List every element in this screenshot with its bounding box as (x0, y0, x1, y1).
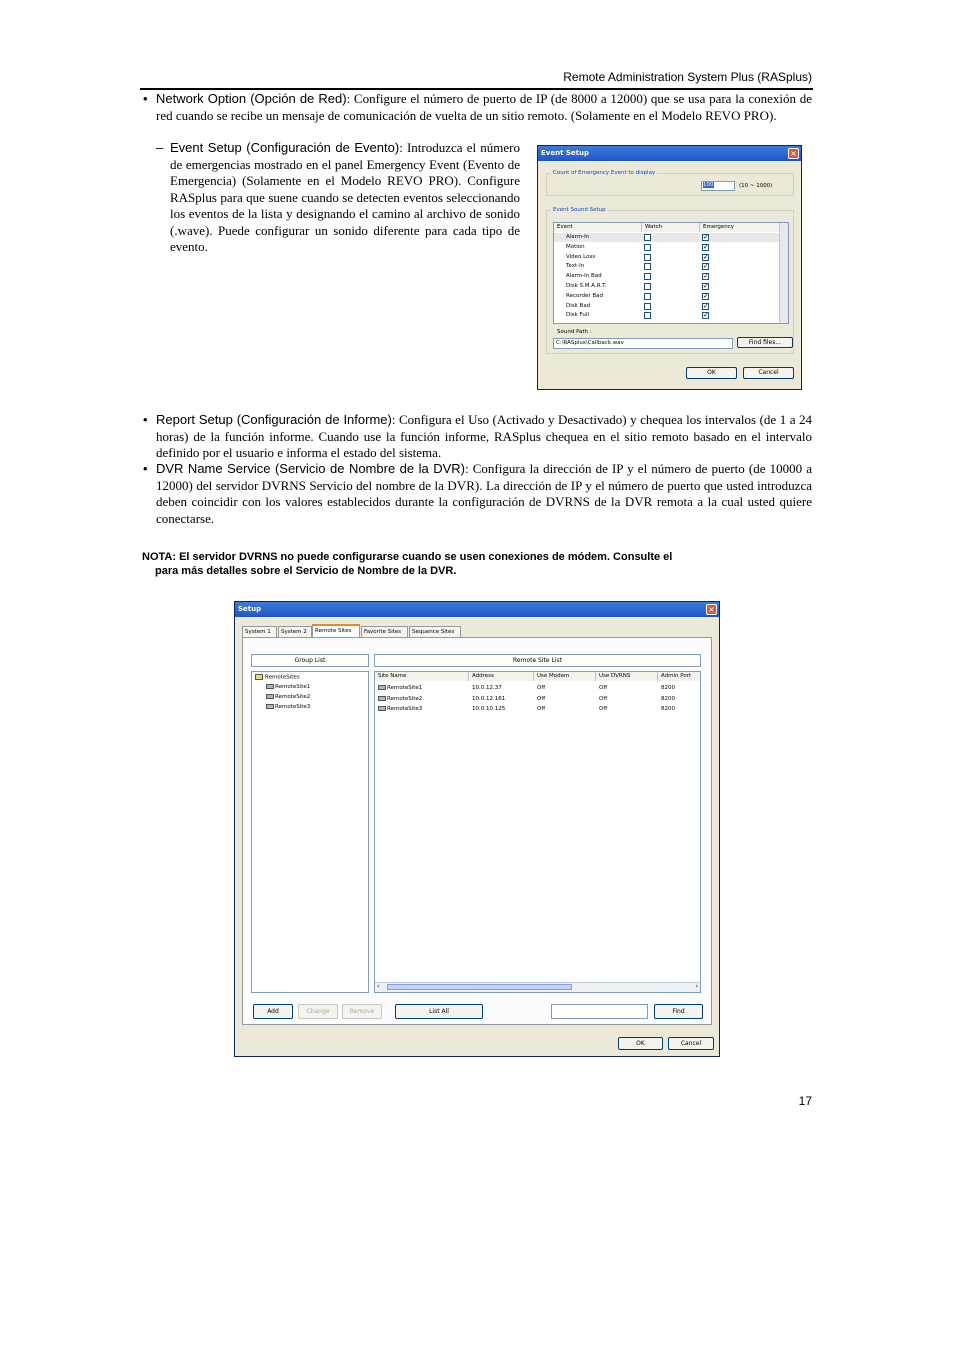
emergency-checkbox[interactable]: ✓ (703, 291, 709, 300)
event-row (554, 253, 780, 262)
watch-checkbox[interactable] (644, 273, 651, 280)
subbullet-event (156, 140, 521, 256)
dvr-icon (378, 685, 386, 690)
tree-item[interactable]: RemoteSite2 (266, 694, 310, 700)
emergency-checkbox[interactable]: ✓ (703, 272, 709, 281)
dash-marker: – (156, 140, 164, 155)
note-line-2: para más detalles sobre el Servicio de Nombre de la DVR. (155, 565, 457, 577)
close-icon[interactable]: × (788, 148, 799, 159)
emergency-checkbox[interactable]: ✓ (703, 262, 709, 271)
column-header[interactable]: Site Name (375, 672, 469, 681)
table-cell: 8200 (661, 695, 675, 702)
table-cell: Off (537, 695, 546, 702)
page-header: Remote Administration System Plus (RASplus) (563, 70, 812, 84)
bullet-dot: • (143, 91, 148, 106)
dvr-icon (378, 706, 386, 711)
bullet-dot: • (143, 412, 148, 427)
table-cell: Off (537, 706, 546, 712)
bullet-text: : Configura el Uso (Activado y Desactivado) y chequea los intervalos (de 1 a 24 horas) de la función informe. Cuando use la función informe, RASplus chequea en el sitio remoto basado en el intervalo definido por el usuario e informa el estado del sistema. (156, 412, 812, 460)
event-row (554, 282, 780, 291)
event-name: Video Loss (566, 253, 596, 260)
count-group (546, 170, 794, 196)
dialog-titlebar (538, 146, 801, 161)
page-number: 17 (798, 1094, 812, 1108)
sound-group (546, 207, 794, 354)
table-cell: Off (599, 685, 608, 691)
table-cell: 8200 (661, 685, 675, 691)
tree-root[interactable]: RemoteSites (255, 674, 300, 681)
note (142, 550, 822, 578)
group-tree (251, 671, 369, 993)
event-row (554, 292, 780, 301)
header-rule (140, 88, 813, 90)
table-cell: 10.0.12.161 (472, 695, 506, 702)
sound-path-label: Sound Path : (557, 329, 592, 335)
watch-checkbox[interactable] (644, 303, 651, 310)
emergency-checkbox[interactable]: ✓ (703, 233, 709, 241)
cancel-button[interactable]: Cancel (668, 1037, 714, 1050)
bullet-text: : Introduzca el número de emergencias mostrado en el panel Emergency Event (Evento de Emergencia) (Solamente en el Modelo REVO PRO). Configure RASplus para que suene cuando se detecten eventos seleccionando los eventos de la lista y designando el camino al archivo de sonido (.wave). Puede configurar un sonido diferente para cada tipo de evento. (170, 140, 521, 254)
event-list (553, 222, 789, 324)
setup-dialog (234, 601, 720, 1057)
watch-checkbox[interactable] (644, 263, 651, 270)
tab-remote-sites[interactable]: Remote Sites (312, 624, 360, 637)
table-cell: RemoteSite2 (378, 696, 422, 702)
close-icon[interactable]: × (706, 604, 717, 615)
find-files-button[interactable]: Find files... (737, 337, 793, 348)
event-row (554, 243, 780, 252)
event-name: Disk S.M.A.R.T. (566, 283, 607, 289)
event-row (554, 262, 780, 271)
tab-strip (242, 626, 712, 637)
bullet-text: : Configure el número de puerto de IP (de 8000 a 12000) que se usa para la conexión de red cuando se recibe un mensaje de comunicación de vuelta de un sitio remoto. (Solamente en el Modelo REVO PRO). (156, 91, 812, 123)
change-button[interactable]: Change (298, 1004, 338, 1019)
sound-group-label: Event Sound Setup (553, 207, 606, 213)
count-input[interactable]: 100 (701, 181, 735, 191)
table-cell: 10.0.12.37 (472, 685, 502, 691)
column-header[interactable]: Emergency (700, 223, 780, 232)
event-name: Motion (566, 243, 585, 250)
ok-button[interactable]: OK (686, 367, 737, 379)
note-line-1: NOTA: El servidor DVRNS no puede configurarse cuando se usen conexiones de módem. Consulte el (142, 551, 673, 563)
watch-checkbox[interactable] (644, 312, 651, 319)
event-name: Alarm-In (566, 234, 590, 240)
column-header[interactable]: Watch (642, 223, 700, 232)
horizontal-scrollbar[interactable] (375, 982, 700, 992)
event-name: Disk Bad (566, 302, 591, 309)
table-cell: Off (599, 695, 608, 702)
bullet-dvr (143, 461, 813, 527)
scroll-thumb[interactable] (387, 984, 572, 990)
find-button[interactable]: Find (654, 1004, 703, 1019)
table-cell: 8200 (661, 706, 675, 712)
emergency-checkbox[interactable]: ✓ (703, 242, 709, 251)
column-header[interactable]: Event (554, 223, 642, 232)
emergency-checkbox[interactable]: ✓ (703, 301, 709, 310)
tab-system-1[interactable]: System 1 (242, 626, 277, 637)
arrow-right-icon[interactable]: › (695, 983, 698, 990)
dvr-icon (378, 696, 386, 701)
event-setup-dialog (537, 145, 802, 390)
table-row[interactable] (375, 695, 700, 704)
table-cell: RemoteSite3 (378, 706, 422, 712)
table-cell: Off (599, 706, 608, 712)
ok-button[interactable]: OK (618, 1037, 663, 1050)
table-cell: 10.0.10.125 (472, 706, 506, 712)
arrow-left-icon[interactable]: ‹ (377, 983, 380, 990)
bullet-lead: Report Setup (Configuración de Informe) (156, 412, 392, 427)
bullet-text: : Configura la dirección de IP y el número de puerto (de 10000 a 12000) del servidor DVRNS Servicio del nombre de la DVR). La dirección de IP y el número de puerto que usted introduzca deben coincidir con los valores establecidos durante la configuración de DVRNS de la DVR remota a la cual usted quiere conectarse. (156, 461, 813, 526)
event-row (554, 272, 780, 281)
tab-system-2[interactable]: System 2 (278, 626, 312, 637)
bullet-report (143, 412, 812, 462)
site-list (374, 671, 701, 993)
bullet-network (143, 91, 812, 124)
tree-item[interactable]: RemoteSite1 (266, 684, 310, 690)
find-input[interactable] (551, 1004, 648, 1019)
emergency-checkbox[interactable]: ✓ (703, 282, 709, 290)
watch-checkbox[interactable] (644, 254, 651, 261)
table-cell: Off (537, 685, 546, 691)
event-name: Disk Full (566, 312, 589, 319)
dvr-icon (266, 704, 274, 709)
bullet-lead: Network Option (Opción de Red) (156, 91, 347, 106)
cancel-button[interactable]: Cancel (743, 367, 794, 379)
emergency-checkbox[interactable]: ✓ (703, 252, 709, 261)
watch-checkbox[interactable] (644, 293, 651, 300)
dialog-title: Event Setup (541, 149, 589, 157)
column-header[interactable]: Admin Port (658, 672, 701, 681)
column-header[interactable]: Use DVRNS (596, 672, 658, 681)
watch-checkbox[interactable] (644, 283, 651, 290)
column-header[interactable]: Address (469, 672, 534, 681)
tab-panel (242, 637, 712, 1025)
sound-path-input[interactable]: C:\RASplus\Callback.wav (553, 338, 733, 349)
emergency-checkbox[interactable]: ✓ (703, 311, 709, 320)
tree-item[interactable]: RemoteSite3 (266, 704, 310, 710)
scrollbar[interactable] (779, 223, 788, 323)
bullet-lead: Event Setup (Configuración de Evento) (170, 140, 400, 155)
tab-favorite-sites[interactable]: Favorite Sites (361, 626, 408, 637)
event-name: Alarm-In Bad (566, 273, 602, 280)
event-row (554, 233, 780, 242)
count-range: (10 ~ 1000) (739, 183, 773, 189)
table-row[interactable] (375, 705, 700, 714)
site-list-header: Remote Site List (374, 654, 701, 667)
event-row (554, 302, 780, 311)
add-button[interactable]: Add (253, 1004, 293, 1019)
event-name: Text-In (566, 263, 585, 270)
event-name: Recorder Bad (566, 292, 604, 299)
table-cell: RemoteSite1 (378, 685, 422, 691)
count-group-label: Count of Emergency Event to display (553, 170, 656, 176)
watch-checkbox[interactable] (644, 234, 651, 241)
watch-checkbox[interactable] (644, 244, 651, 251)
dialog-titlebar (235, 602, 719, 617)
tab-sequence-sites[interactable]: Sequence Sites (409, 626, 461, 637)
list-all-button[interactable]: List All (395, 1004, 483, 1019)
group-list-header: Group List (251, 654, 369, 667)
bullet-dot: • (143, 461, 148, 476)
folder-icon (255, 674, 263, 680)
remove-button[interactable]: Remove (342, 1004, 382, 1019)
dialog-title: Setup (238, 605, 262, 613)
bullet-lead: DVR Name Service (Servicio de Nombre de la DVR) (156, 461, 465, 476)
table-row[interactable] (375, 684, 700, 693)
event-row (554, 311, 780, 320)
dvr-icon (266, 694, 274, 699)
column-header[interactable]: Use Modem (534, 672, 596, 681)
dvr-icon (266, 684, 274, 689)
